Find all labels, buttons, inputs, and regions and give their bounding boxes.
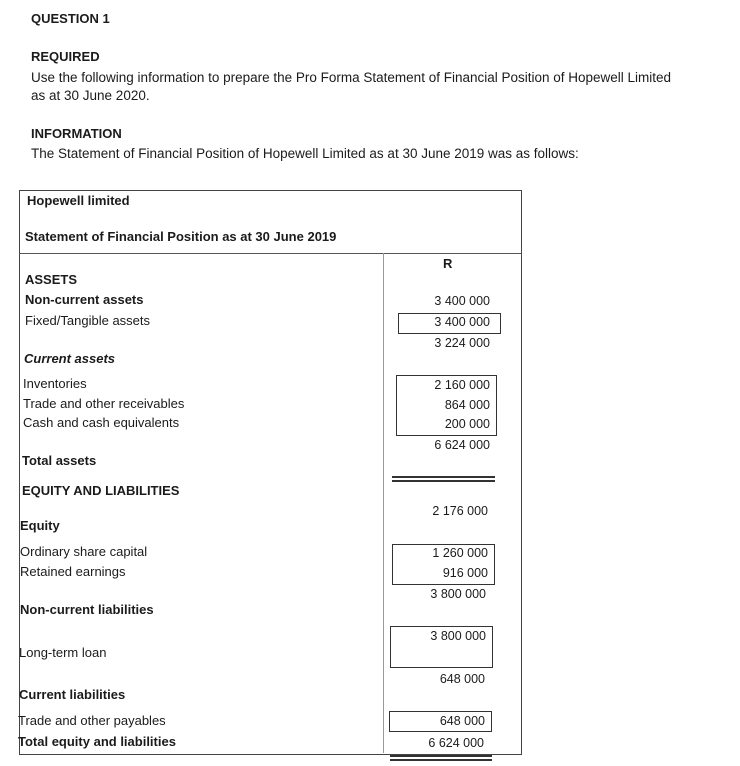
share-capital-label: Ordinary share capital [20, 544, 148, 559]
required-line-1: Use the following information to prepare the Pro Forma Statement of Financial Position of Hopewell Limited [31, 70, 672, 85]
total-assets-underline-1 [392, 476, 495, 478]
loan-label: Long-term loan [19, 645, 107, 660]
header-separator [19, 253, 521, 254]
current-liabilities-label: Current liabilities [19, 687, 126, 702]
question-title: QUESTION 1 [31, 11, 110, 26]
table-outer-border [19, 190, 522, 755]
fixed-assets-value: 3 400 000 [434, 315, 490, 329]
noncurrent-assets-value: 3 400 000 [434, 294, 490, 308]
total-eq-liab-value: 6 624 000 [428, 736, 484, 750]
equity-liabilities-heading: EQUITY AND LIABILITIES [22, 483, 180, 498]
required-line-2: as at 30 June 2020. [31, 88, 150, 103]
receivables-value: 864 000 [444, 398, 490, 412]
total-assets-label: Total assets [22, 453, 97, 468]
required-heading: REQUIRED [31, 49, 100, 64]
cash-label: Cash and cash equivalents [23, 415, 180, 430]
total-eq-liab-underline-2 [390, 759, 492, 761]
payables-label: Trade and other payables [18, 713, 166, 728]
information-heading: INFORMATION [31, 126, 122, 141]
total-assets-underline-2 [392, 480, 495, 482]
total-eq-liab-label: Total equity and liabilities [18, 734, 176, 749]
equity-total: 2 176 000 [432, 504, 488, 518]
statement-title: Statement of Financial Position as at 30 June 2019 [25, 229, 337, 244]
total-assets-value: 6 624 000 [434, 438, 490, 452]
retained-earnings-value: 916 000 [442, 566, 488, 580]
receivables-label: Trade and other receivables [23, 396, 185, 411]
fixed-assets-label: Fixed/Tangible assets [25, 313, 151, 328]
current-liabilities-total: 648 000 [439, 672, 485, 686]
equity-label: Equity [20, 518, 60, 533]
cash-value: 200 000 [444, 417, 490, 431]
share-capital-value: 1 260 000 [432, 546, 488, 560]
current-assets-total: 3 224 000 [434, 336, 490, 350]
company-name: Hopewell limited [27, 193, 130, 208]
payables-value: 648 000 [439, 714, 485, 728]
noncurrent-liabilities-label: Non-current liabilities [20, 602, 154, 617]
current-assets-label: Current assets [24, 351, 116, 366]
noncurrent-assets-label: Non-current assets [25, 292, 144, 307]
information-text: The Statement of Financial Position of Hopewell Limited as at 30 June 2019 was as follows: [31, 146, 579, 161]
assets-heading: ASSETS [25, 272, 78, 287]
column-header: R [443, 256, 453, 271]
inventories-label: Inventories [23, 376, 87, 391]
retained-earnings-label: Retained earnings [20, 564, 126, 579]
inventories-value: 2 160 000 [434, 378, 490, 392]
loan-value: 3 800 000 [430, 629, 486, 643]
noncurrent-liabilities-total: 3 800 000 [430, 587, 486, 601]
column-divider [383, 253, 384, 753]
total-eq-liab-underline-1 [390, 755, 492, 757]
